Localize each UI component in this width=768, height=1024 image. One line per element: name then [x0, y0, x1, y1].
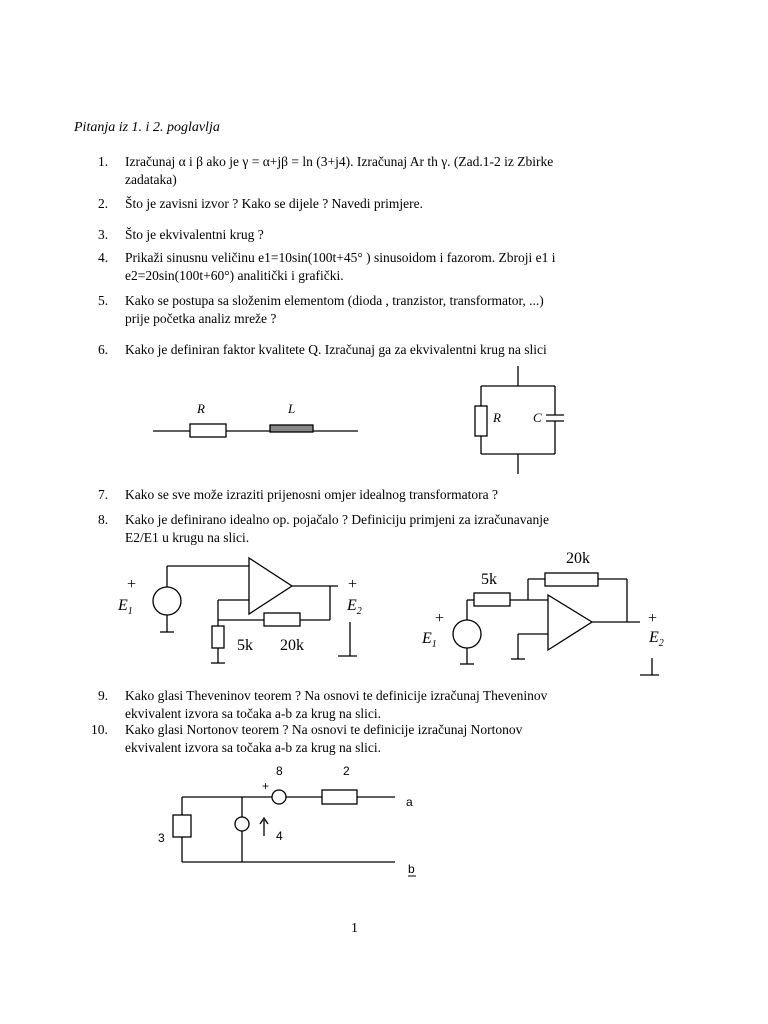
resistor-symbol	[212, 626, 224, 648]
resistor-symbol	[322, 790, 357, 804]
question-text-line1: Kako je definiran faktor kvalitete Q. Izračunaj ga za ekvivalentni krug na slici	[125, 342, 547, 357]
plus-sign: +	[262, 779, 270, 793]
question-number: 2.	[98, 196, 109, 211]
plus-sign: +	[648, 610, 658, 627]
question-text-line2: E2/E1 u krugu na slici.	[125, 530, 250, 545]
question-text-line1: Kako se postupa sa složenim elementom (dioda , tranzistor, transformator, ...)	[125, 293, 544, 308]
question-text-line1: Što je zavisni izvor ? Kako se dijele ? Navedi primjere.	[125, 196, 424, 211]
node-b-label: b	[408, 862, 415, 876]
inductor-symbol	[270, 425, 313, 432]
noninverting-amplifier-circuit	[153, 558, 357, 663]
opamp-symbol	[249, 558, 292, 614]
page-number: 1	[351, 921, 358, 936]
node-a-label: a	[406, 795, 413, 809]
resistor-5k-label: 5k	[237, 637, 253, 654]
question-text-line1: Izračunaj α i β ako je γ = α+jβ = ln (3+j4). Izračunaj Ar th γ. (Zad.1-2 iz Zbirke	[125, 154, 554, 169]
e2-label: $E_2$	[649, 629, 664, 650]
question-text-line2: ekvivalent izvora sa točaka a-b za krug na slici.	[125, 740, 382, 755]
resistor-symbol	[173, 815, 191, 837]
plus-sign: +	[348, 576, 358, 593]
question-text-line2: ekvivalent izvora sa točaka a-b za krug na slici.	[125, 706, 382, 721]
question-text-line1: Što je ekvivalentni krug ?	[125, 227, 264, 242]
opamp-symbol	[548, 595, 592, 650]
series-resistor-label: 2	[343, 764, 350, 778]
e1-label: $E_1$	[422, 630, 437, 651]
series-inductor-label: L	[288, 401, 296, 416]
voltage-source-symbol	[453, 620, 481, 648]
e1-label: $E_1$	[118, 597, 133, 618]
page-heading: Pitanja iz 1. i 2. poglavlja	[74, 120, 220, 135]
source-voltage-label: 8	[276, 764, 283, 778]
question-number: 7.	[98, 487, 109, 502]
series-rl-circuit	[153, 424, 358, 437]
question-text-line1: Kako je definirano idealno op. pojačalo ? Definiciju primjeni za izračunavanje	[125, 512, 549, 527]
question-text-line1: Prikaži sinusnu veličinu e1=10sin(100t+45° ) sinusoidom i fazorom. Zbroji e1 i	[125, 250, 556, 265]
resistor-symbol	[190, 424, 226, 437]
question-text-line1: Kako se sve može izraziti prijenosni omjer idealnog transformatora ?	[125, 487, 498, 502]
parallel-resistor-label: R	[493, 410, 501, 425]
question-text-line2: e2=20sin(100t+60°) analitički i grafički.	[125, 268, 344, 283]
shunt-resistor-label: 3	[158, 831, 165, 845]
resistor-20k-label: 20k	[566, 550, 590, 567]
question-number: 9.	[98, 688, 109, 703]
parallel-capacitor-label: C	[533, 410, 542, 425]
e2-label: $E_2$	[347, 597, 362, 618]
resistor-symbol	[474, 593, 510, 606]
question-text-line1: Kako glasi Theveninov teorem ? Na osnovi te definicije izračunaj Theveninov	[125, 688, 548, 703]
series-resistor-label: R	[197, 401, 205, 416]
voltage-source-symbol	[272, 790, 286, 804]
question-number: 5.	[98, 293, 109, 308]
resistor-5k-label: 5k	[481, 571, 497, 588]
question-number: 6.	[98, 342, 109, 357]
question-number: 4.	[98, 250, 109, 265]
question-number: 1.	[98, 154, 109, 169]
resistor-symbol	[475, 406, 487, 436]
plus-sign: +	[127, 576, 137, 593]
current-source-label: 4	[276, 829, 283, 843]
question-text-line2: prije početka analiz mreže ?	[125, 311, 277, 326]
plus-sign: +	[435, 610, 445, 627]
question-number: 8.	[98, 512, 109, 527]
resistor-symbol	[545, 573, 598, 586]
resistor-20k-label: 20k	[280, 637, 304, 654]
voltage-source-symbol	[153, 587, 181, 615]
resistor-symbol	[264, 613, 300, 626]
parallel-rc-circuit	[475, 366, 564, 474]
current-source-symbol	[235, 817, 249, 831]
question-number: 3.	[98, 227, 109, 242]
thevenin-norton-circuit	[173, 790, 416, 876]
question-text-line1: Kako glasi Nortonov teorem ? Na osnovi te definicije izračunaj Nortonov	[125, 722, 523, 737]
question-text-line2: zadataka)	[125, 172, 177, 187]
question-number: 10.	[91, 722, 108, 737]
